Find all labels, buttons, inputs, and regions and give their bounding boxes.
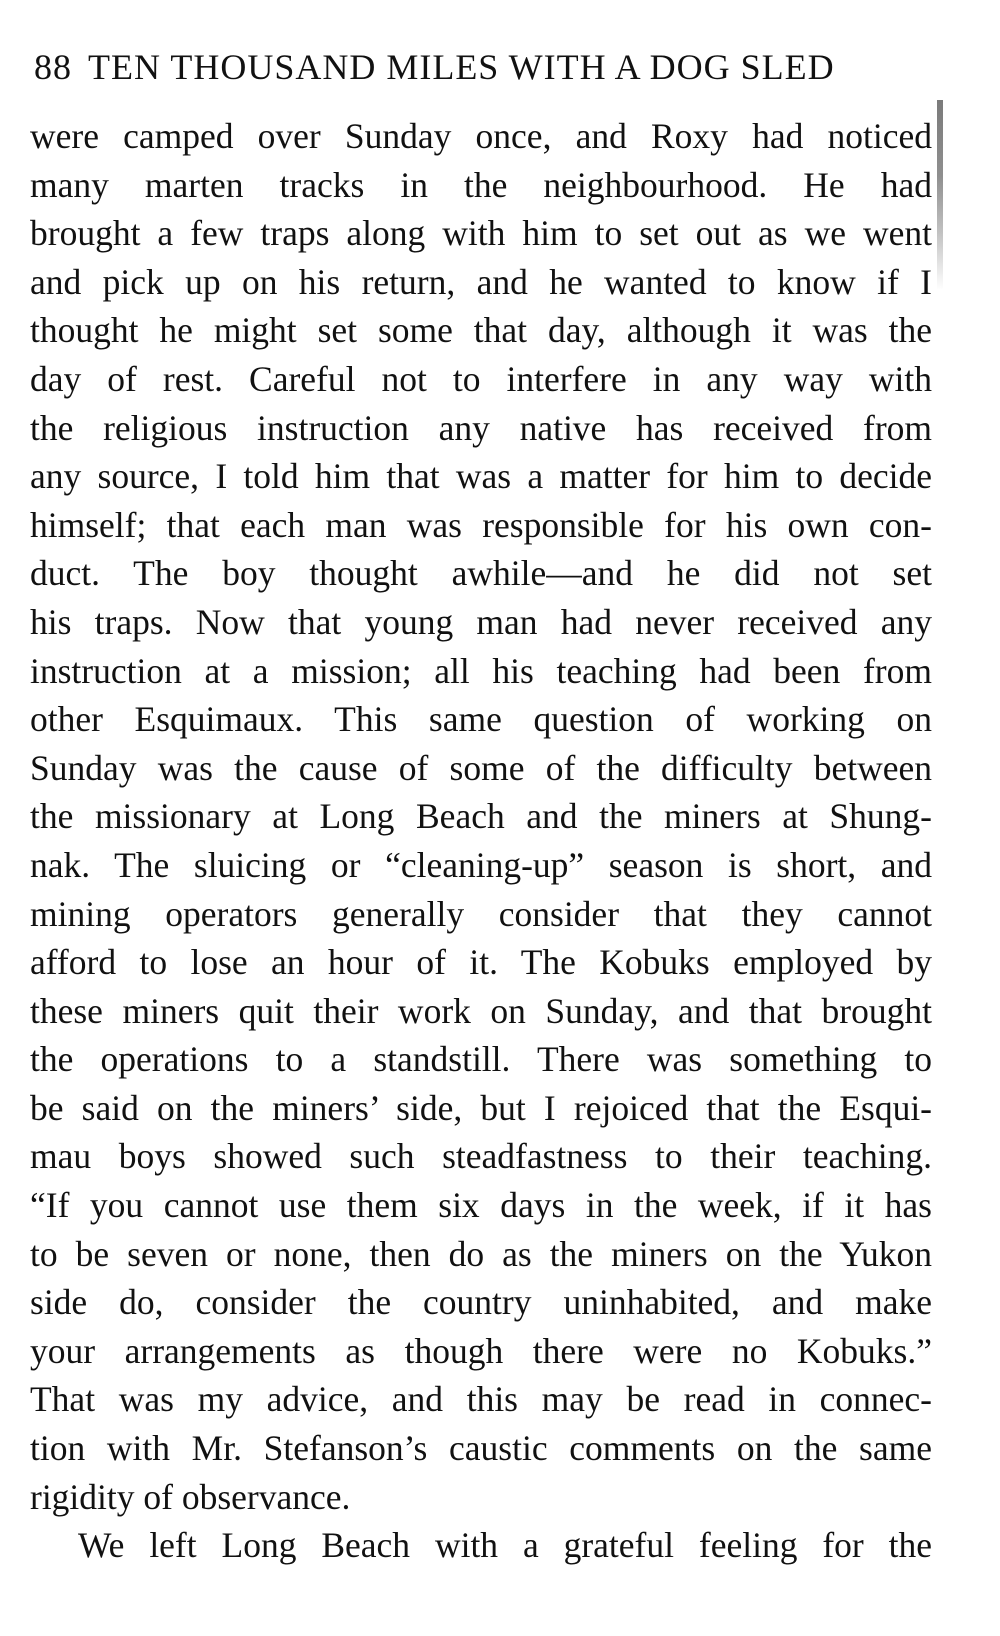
- text-line: the operations to a standstill. There was something to: [30, 1039, 932, 1080]
- text-line: to be seven or none, then do as the miners on the Yukon: [30, 1233, 932, 1274]
- text-line: “If you cannot use them six days in the week, if it has: [30, 1185, 932, 1226]
- text-line: duct. The boy thought awhile—and he did not set: [30, 553, 932, 594]
- text-line: the missionary at Long Beach and the miners at Shung-: [30, 796, 932, 837]
- paragraph-2: [30, 1521, 932, 1570]
- text-line: mining operators generally consider that they cannot: [30, 893, 932, 934]
- text-line: himself; that each man was responsible for his own con-: [30, 504, 932, 545]
- text-line: these miners quit their work on Sunday, and that brought: [30, 990, 932, 1031]
- text-line: any source, I told him that was a matter for him to decide: [30, 456, 932, 497]
- page-edge-shadow: [937, 100, 943, 290]
- text-line: side do, consider the country uninhabited, and make: [30, 1282, 932, 1323]
- text-line: other Esquimaux. This same question of working on: [30, 699, 932, 740]
- running-head: [34, 42, 944, 92]
- text-line: many marten tracks in the neighbourhood. He had: [30, 164, 932, 205]
- text-line: nak. The sluicing or “cleaning-up” season is short, and: [30, 844, 932, 885]
- page-number: 88: [34, 47, 72, 87]
- paragraph-1: [30, 112, 932, 1521]
- text-line: and pick up on his return, and he wanted to know if I: [30, 261, 932, 302]
- text-line: thought he might set some that day, although it was the: [30, 310, 932, 351]
- text-line: That was my advice, and this may be read in connec-: [30, 1379, 932, 1420]
- running-title: TEN THOUSAND MILES WITH A DOG SLED: [88, 47, 835, 87]
- text-line: rigidity of observance.: [30, 1476, 351, 1517]
- text-line: mau boys showed such steadfastness to their teaching.: [30, 1136, 932, 1177]
- text-line: afford to lose an hour of it. The Kobuks employed by: [30, 942, 932, 983]
- text-line: tion with Mr. Stefanson’s caustic comments on the same: [30, 1428, 932, 1469]
- text-line: be said on the miners’ side, but I rejoiced that the Esqui-: [30, 1087, 932, 1128]
- text-line: the religious instruction any native has received from: [30, 407, 932, 448]
- text-line: were camped over Sunday once, and Roxy had noticed: [30, 116, 932, 156]
- text-line: day of rest. Careful not to interfere in any way with: [30, 358, 932, 399]
- text-line: Sunday was the cause of some of the difficulty between: [30, 747, 932, 788]
- text-line: his traps. Now that young man had never received any: [30, 601, 932, 642]
- text-line: brought a few traps along with him to set out as we went: [30, 213, 932, 254]
- text-line: instruction at a mission; all his teaching had been from: [30, 650, 932, 691]
- body-text: [30, 112, 932, 1570]
- text-line: We left Long Beach with a grateful feeling for the: [78, 1525, 932, 1566]
- text-line: your arrangements as though there were no Kobuks.”: [30, 1330, 932, 1371]
